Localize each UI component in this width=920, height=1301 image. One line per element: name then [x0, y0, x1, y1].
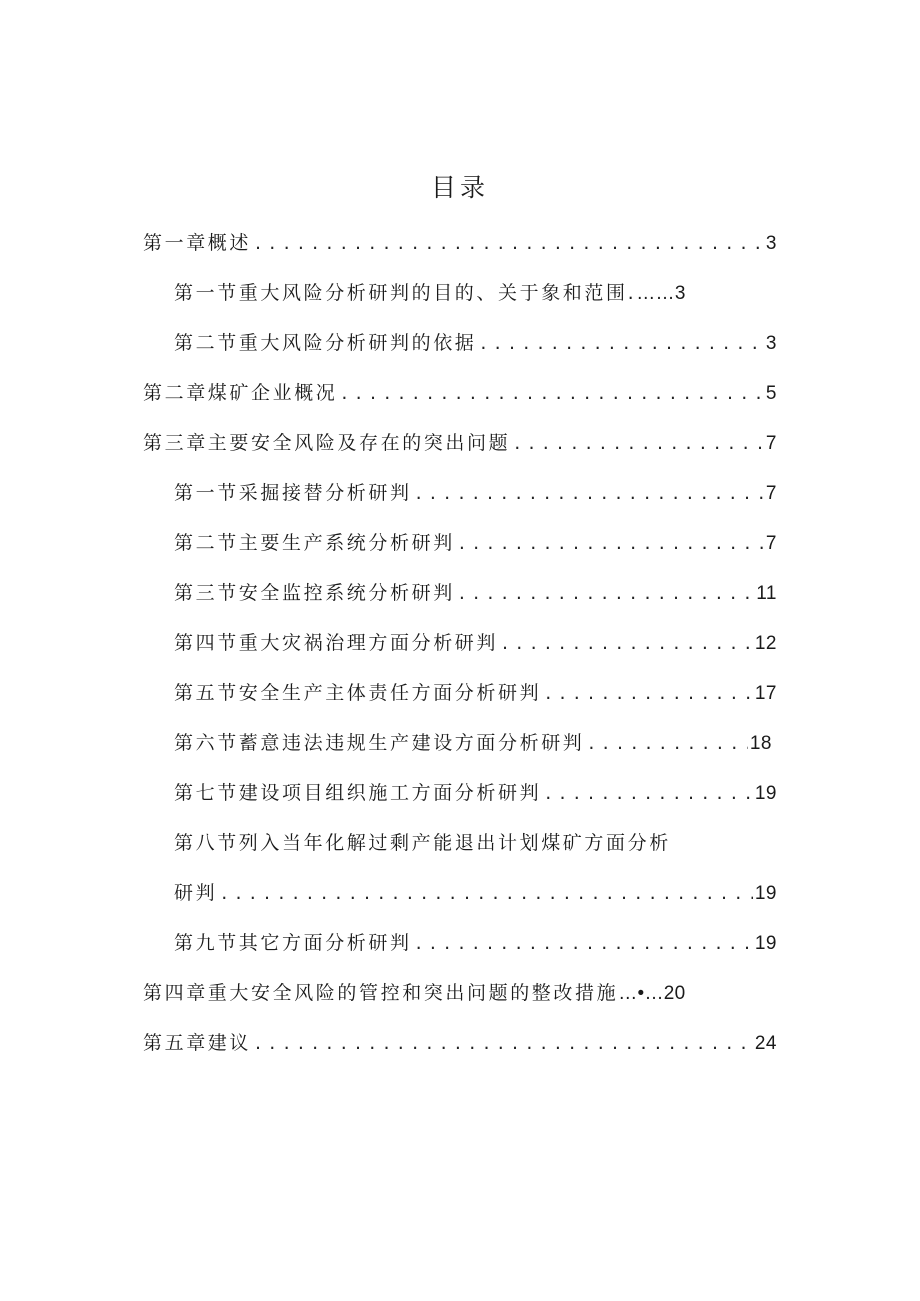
toc-entry-chapter-3-section-2[interactable] [174, 528, 777, 558]
toc-entry-label: 第二章煤矿企业概况 [143, 382, 338, 404]
toc-title: 目录 [430, 173, 489, 202]
toc-page-number: 19 [754, 883, 777, 904]
leader-dots [255, 1032, 753, 1054]
toc-entry-chapter-3-section-9[interactable] [174, 928, 777, 958]
toc-entry-chapter-3-section-5[interactable] [174, 678, 777, 708]
toc-entry-chapter-3-section-1[interactable] [174, 478, 777, 508]
toc-entry-label: 第一节采掘接替分析研判 [174, 482, 412, 504]
toc-page-number: 17 [754, 683, 777, 704]
toc-entry-chapter-3-section-4[interactable] [174, 628, 777, 658]
toc-entry-label: 第一节重大风险分析研判的目的、关于象和范围. [174, 282, 637, 304]
toc-entry-chapter-1[interactable] [143, 228, 777, 258]
toc-entry-label: 第六节蓄意违法违规生产建设方面分析研判 [174, 732, 585, 754]
toc-entry-chapter-3-section-8[interactable] [174, 828, 777, 858]
toc-page-number: …•…20 [618, 983, 686, 1004]
leader-dots [459, 582, 754, 604]
toc-entry-label: 第三节安全监控系统分析研判 [174, 582, 455, 604]
toc-entry-label: 第二节主要生产系统分析研判 [174, 532, 455, 554]
toc-page-number: 5 [765, 383, 777, 404]
leader-dots [221, 882, 753, 904]
leader-dots [514, 432, 764, 454]
toc-entry-label: 第七节建设项目组织施工方面分析研判 [174, 782, 542, 804]
toc-entry-label: 第三章主要安全风险及存在的突出问题 [143, 432, 511, 454]
toc-entry-chapter-3-section-7[interactable] [174, 778, 777, 808]
toc-page-number: ……3 [636, 283, 686, 304]
toc-entry-chapter-1-section-2[interactable] [174, 328, 777, 358]
leader-dots [502, 632, 753, 654]
toc-entry-label: 第四章重大安全风险的管控和突出问题的整改措施 [143, 982, 619, 1004]
toc-page-number: 24 [754, 1033, 777, 1054]
toc-entry-chapter-5[interactable] [143, 1028, 777, 1058]
toc-page-number: 12 [754, 633, 777, 654]
toc-page-number: 7 [765, 433, 777, 454]
leader-dots [545, 782, 753, 804]
toc-page-number: 3 [765, 333, 777, 354]
toc-entry-chapter-4[interactable] [143, 978, 777, 1008]
toc-page-number: 7 [765, 483, 777, 504]
leader-dots [545, 682, 753, 704]
leader-dots [416, 482, 764, 504]
leader-dots [416, 932, 753, 954]
toc-entry-label: 研判 [174, 882, 218, 904]
toc-entry-chapter-2[interactable] [143, 378, 777, 408]
leader-dots [480, 332, 764, 354]
leader-dots [341, 382, 764, 404]
leader-dots [459, 532, 764, 554]
toc-entry-chapter-3-section-3[interactable] [174, 578, 777, 608]
toc-entry-chapter-3-section-8-continued[interactable] [174, 878, 777, 908]
toc-page-number: 11 [756, 583, 777, 604]
toc-entry-label: 第二节重大风险分析研判的依据 [174, 332, 477, 354]
toc-entry-label: 第五章建议 [143, 1032, 252, 1054]
toc-page-number: 19 [754, 933, 777, 954]
toc-page-number: 19 [754, 783, 777, 804]
toc-entry-label: 第九节其它方面分析研判 [174, 932, 412, 954]
leader-dots [255, 232, 764, 254]
leader-dots [588, 732, 747, 754]
toc-entry-chapter-3-section-6[interactable] [174, 728, 772, 758]
toc-entry-chapter-1-section-1[interactable] [174, 278, 777, 308]
toc-page-number: 3 [765, 233, 777, 254]
toc-entry-label: 第五节安全生产主体责任方面分析研判 [174, 682, 542, 704]
toc-page-number: 18 [749, 733, 772, 754]
toc-entry-label: 第四节重大灾祸治理方面分析研判 [174, 632, 499, 654]
toc-page-number: 7 [765, 533, 777, 554]
toc-entry-label: 第一章概述 [143, 232, 252, 254]
toc-entry-label: 第八节列入当年化解过剩产能退出计划煤矿方面分析 [174, 832, 671, 854]
toc-entry-chapter-3[interactable] [143, 428, 777, 458]
